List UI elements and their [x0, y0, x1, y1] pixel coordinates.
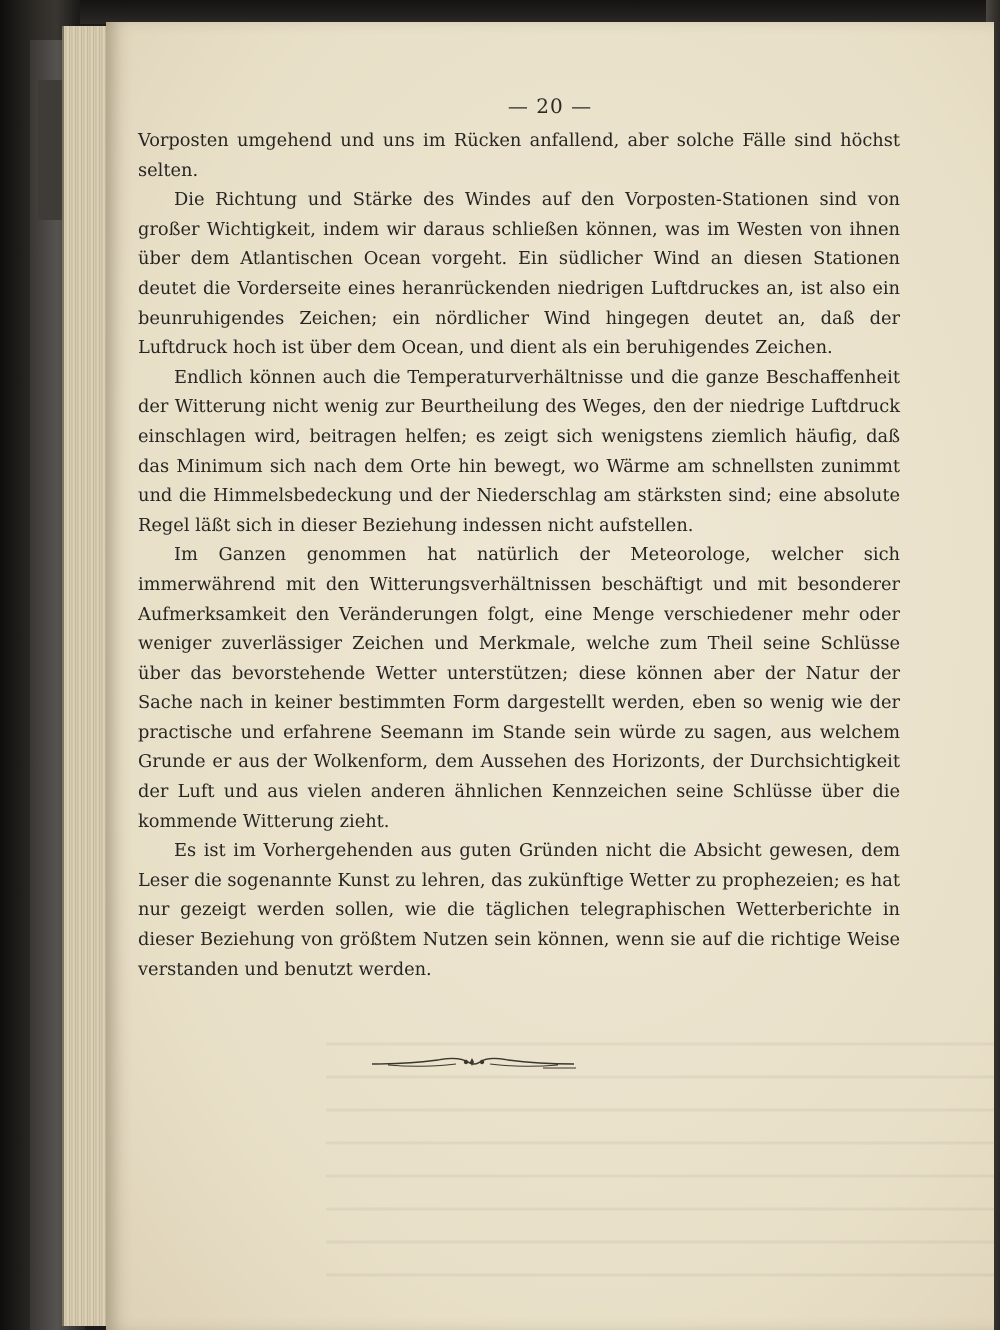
- paragraph: Vorposten umgehend und uns im Rücken anfallend, aber solche Fälle sind höchst selten.: [138, 130, 900, 181]
- paragraph: Endlich können auch die Temperaturverhältnisse und die ganze Beschaffenheit der Witterung nicht wenig zur Beurtheilung des Weges, den der niedrige Luftdruck einschlagen wird, beitragen helfen; es zeigt sich wenigstens ziemlich häufig, daß das Minimum sich nach dem Orte hin bewegt, wo Wärme am schnellsten zunimmt und die Himmelsbedeckung und der Niederschlag am stärksten sind; eine absolute Regel läßt sich in dieser Beziehung indessen nicht aufstellen.: [138, 366, 900, 536]
- page-number: — 20 —: [507, 94, 593, 118]
- paragraph: Die Richtung und Stärke des Windes auf den Vorposten-Stationen sind von großer Wichtigkeit, indem wir daraus schließen können, was im Westen von ihnen über dem Atlantischen Ocean vorgeht. Ein südlicher Wind an diesen Stationen deutet die Vorderseite eines heranrückenden niedrigen Luftdruckes an, ist also ein beunruhigendes Zeichen; ein nördlicher Wind hingegen deutet an, daß der Luftdruck hoch ist über dem Ocean, und dient als ein beruhigendes Zeichen.: [138, 189, 900, 359]
- paragraph: Es ist im Vorhergehenden aus guten Gründen nicht die Absicht gewesen, dem Leser die sogenannte Kunst zu lehren, das zukünftige Wetter zu prophezeien; es hat nur gezeigt werden sollen, wie die täglichen telegraphischen Wetterberichte in dieser Beziehung von größtem Nutzen sein können, wenn sie auf die richtige Weise verstanden und benutzt werden.: [138, 840, 900, 980]
- scanner-top-background: [60, 0, 1000, 24]
- paragraph: Im Ganzen genommen hat natürlich der Meteorologe, welcher sich immerwährend mit den Witterungsverhältnissen beschäftigt und mit besonderer Aufmerksamkeit den Veränderungen folgt, eine Menge verschiedener mehr oder weniger zuverlässiger Zeichen und Merkmale, welche zum Theil seine Schlüsse über das bevorstehende Wetter unterstützen; diese können aber der Natur der Sache nach in keiner bestimmten Form dargestellt werden, eben so wenig wie der practische und erfahrene Seemann im Stande sein würde zu sagen, aus welchem Grunde er aus der Wolkenform, dem Aussehen des Horizonts, der Durchsichtigkeit der Luft und aus vielen anderen ähnlichen Kennzeichen seine Schlüsse über die kommende Witterung zieht.: [138, 544, 900, 832]
- decorative-flourish-icon: [368, 1052, 578, 1072]
- body-text: [138, 126, 900, 984]
